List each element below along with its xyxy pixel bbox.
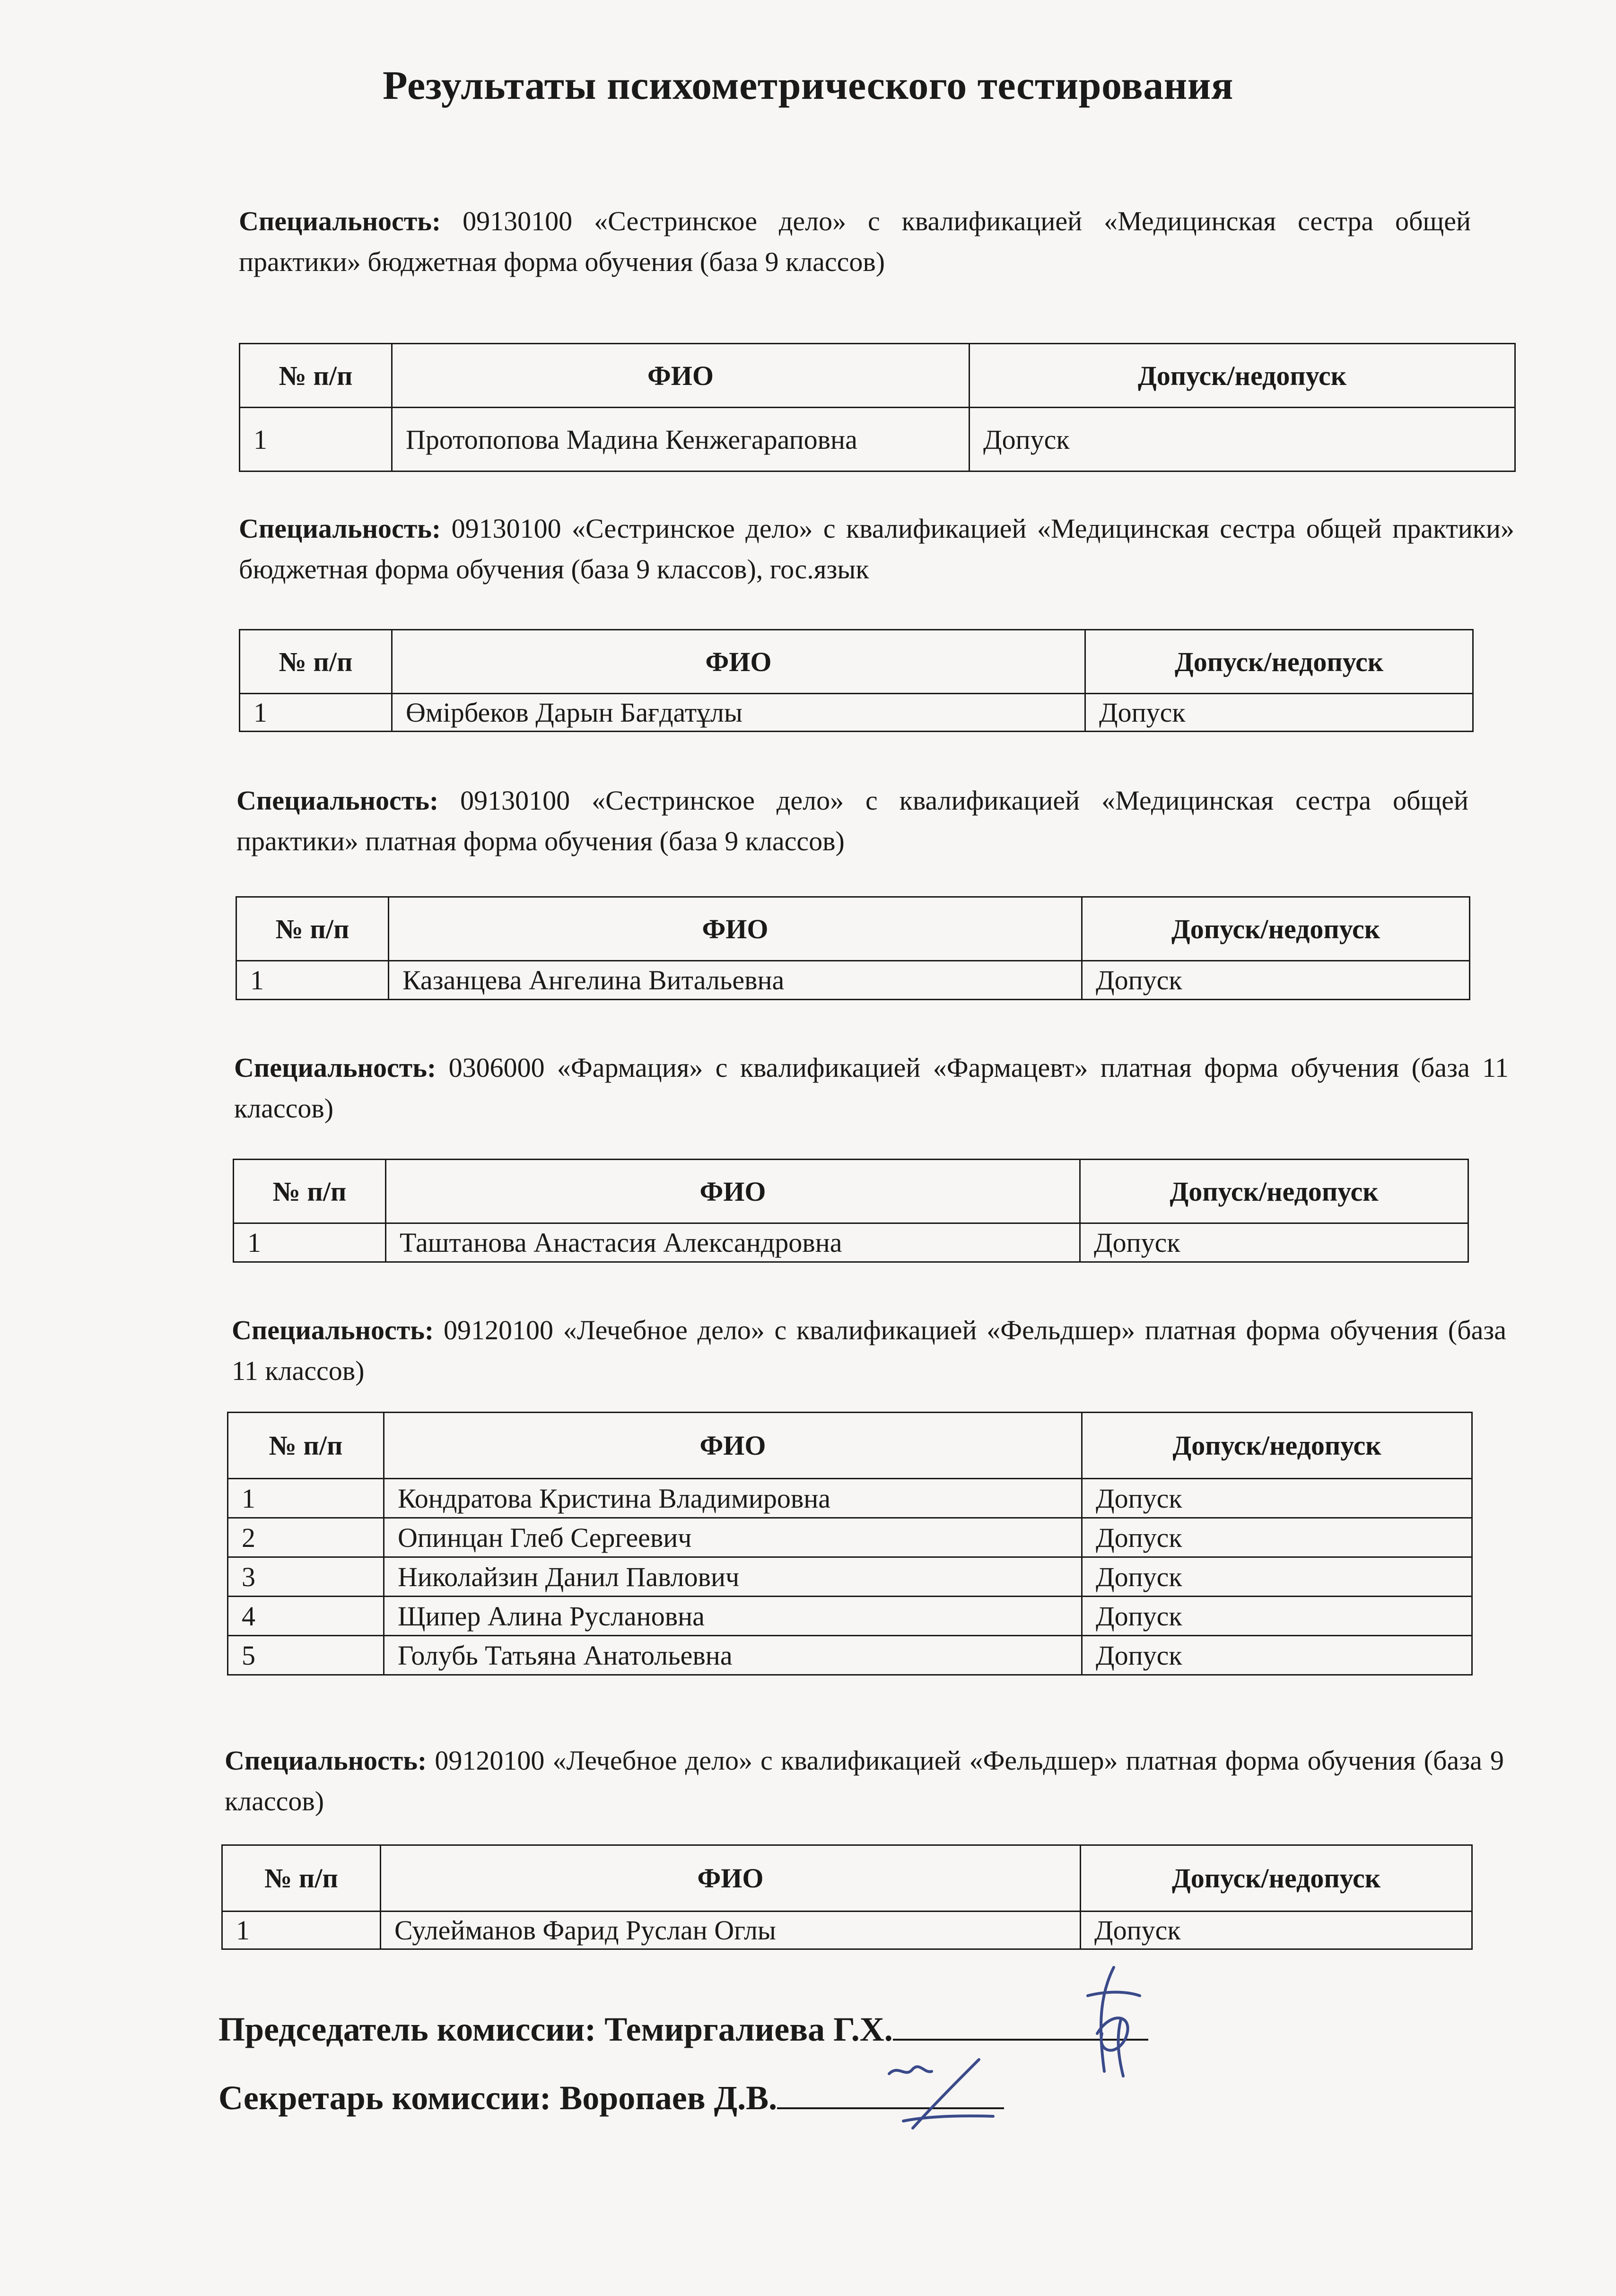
- specialty-description: 09130100 «Сестринское дело» с квалификацией «Медицинская сестра общей практики» бюджетная форма обучения (база 9 классов): [239, 206, 1471, 277]
- header-status: Допуск/недопуск: [1080, 1160, 1468, 1223]
- specialty-label: Специальность:: [234, 1052, 437, 1083]
- row-number: 1: [240, 694, 392, 732]
- row-status: Допуск: [1082, 1557, 1472, 1597]
- specialty-label: Специальность:: [239, 206, 441, 236]
- chairman-signature-line: [218, 2010, 1148, 2049]
- specialty-label: Специальность:: [236, 785, 439, 816]
- table-row: [228, 1479, 1472, 1518]
- table-header-row: [240, 344, 1515, 408]
- header-number: № п/п: [222, 1845, 381, 1912]
- row-name: Кондратова Кристина Владимировна: [384, 1479, 1082, 1518]
- row-status: Допуск: [1085, 694, 1473, 732]
- row-status: Допуск: [1082, 1597, 1472, 1636]
- row-status: Допуск: [1082, 1479, 1472, 1518]
- row-status: Допуск: [1082, 961, 1470, 1000]
- table-row: [222, 1912, 1472, 1949]
- row-number: 2: [228, 1518, 384, 1557]
- specialty-description: 0306000 «Фармация» с квалификацией «Фармацевт» платная форма обучения (база 11 классов): [234, 1052, 1509, 1124]
- chairman-label: Председатель комиссии: Темиргалиева Г.Х.: [218, 2010, 893, 2048]
- header-name: ФИО: [386, 1160, 1080, 1223]
- row-status: Допуск: [1080, 1223, 1468, 1262]
- row-status: Допуск: [970, 408, 1515, 471]
- specialty-text: [234, 1048, 1509, 1129]
- row-status: Допуск: [1081, 1912, 1472, 1949]
- header-status: Допуск/недопуск: [970, 344, 1515, 408]
- specialty-text: [236, 780, 1468, 862]
- specialty-text: [232, 1310, 1506, 1391]
- header-name: ФИО: [384, 1413, 1082, 1479]
- table-header-row: [228, 1413, 1472, 1479]
- table-row: [240, 408, 1515, 471]
- header-status: Допуск/недопуск: [1085, 630, 1473, 694]
- row-status: Допуск: [1082, 1518, 1472, 1557]
- row-name: Өмірбеков Дарын Бағдатұлы: [392, 694, 1085, 732]
- header-status: Допуск/недопуск: [1081, 1845, 1472, 1912]
- table-row: [228, 1518, 1472, 1557]
- table-header-row: [240, 630, 1473, 694]
- header-name: ФИО: [392, 344, 970, 408]
- results-table: [239, 629, 1474, 732]
- row-number: 4: [228, 1597, 384, 1636]
- header-name: ФИО: [381, 1845, 1081, 1912]
- specialty-label: Специальность:: [232, 1315, 434, 1345]
- specialty-label: Специальность:: [239, 513, 441, 544]
- row-name: Таштанова Анастасия Александровна: [386, 1223, 1080, 1262]
- table-row: [240, 694, 1473, 732]
- header-number: № п/п: [240, 630, 392, 694]
- row-number: 1: [234, 1223, 386, 1262]
- results-table: [233, 1159, 1469, 1263]
- table-row: [234, 1223, 1468, 1262]
- row-status: Допуск: [1082, 1636, 1472, 1675]
- specialty-label: Специальность:: [225, 1745, 427, 1776]
- results-table: [221, 1844, 1473, 1950]
- table-row: [228, 1557, 1472, 1597]
- page-title: Результаты психометрического тестирования: [383, 62, 1233, 108]
- row-name: Опинцан Глеб Сергеевич: [384, 1518, 1082, 1557]
- table-header-row: [222, 1845, 1472, 1912]
- row-name: Протопопова Мадина Кенжегараповна: [392, 408, 970, 471]
- table-row: [228, 1636, 1472, 1675]
- results-table: [236, 896, 1470, 1000]
- table-header-row: [236, 897, 1470, 961]
- specialty-description: 09130100 «Сестринское дело» с квалификацией «Медицинская сестра общей практики» платная форма обучения (база 9 классов): [236, 785, 1469, 856]
- row-name: Казанцева Ангелина Витальевна: [389, 961, 1082, 1000]
- row-name: Николайзин Данил Павлович: [384, 1557, 1082, 1597]
- secretary-signature-icon: [884, 2050, 1007, 2135]
- row-number: 1: [240, 408, 392, 471]
- row-number: 1: [228, 1479, 384, 1518]
- row-number: 1: [222, 1912, 381, 1949]
- row-number: 3: [228, 1557, 384, 1597]
- header-number: № п/п: [240, 344, 392, 408]
- table-row: [236, 961, 1470, 1000]
- header-number: № п/п: [234, 1160, 386, 1223]
- chairman-signature-icon: [1069, 1963, 1154, 2086]
- secretary-label: Секретарь комиссии: Воропаев Д.В.: [218, 2079, 777, 2117]
- specialty-text: [239, 201, 1471, 282]
- header-number: № п/п: [228, 1413, 384, 1479]
- specialty-description: 09120100 «Лечебное дело» с квалификацией «Фельдшер» платная форма обучения (база 9 классов): [225, 1745, 1504, 1816]
- specialty-description: 09130100 «Сестринское дело» с квалификацией «Медицинская сестра общей практики» бюджетная форма обучения (база 9 классов), гос.язык: [239, 513, 1514, 585]
- specialty-text: [225, 1740, 1504, 1822]
- row-name: Сулейманов Фарид Руслан Оглы: [381, 1912, 1081, 1949]
- specialty-description: 09120100 «Лечебное дело» с квалификацией «Фельдшер» платная форма обучения (база 11 классов): [232, 1315, 1506, 1386]
- results-table: [227, 1412, 1473, 1676]
- header-status: Допуск/недопуск: [1082, 1413, 1472, 1479]
- specialty-text: [239, 508, 1514, 590]
- table-header-row: [234, 1160, 1468, 1223]
- row-name: Щипер Алина Руслановна: [384, 1597, 1082, 1636]
- header-status: Допуск/недопуск: [1082, 897, 1470, 961]
- row-number: 1: [236, 961, 389, 1000]
- results-table: [239, 343, 1516, 472]
- header-name: ФИО: [392, 630, 1085, 694]
- table-row: [228, 1597, 1472, 1636]
- header-name: ФИО: [389, 897, 1082, 961]
- row-name: Голубь Татьяна Анатольевна: [384, 1636, 1082, 1675]
- header-number: № п/п: [236, 897, 389, 961]
- row-number: 5: [228, 1636, 384, 1675]
